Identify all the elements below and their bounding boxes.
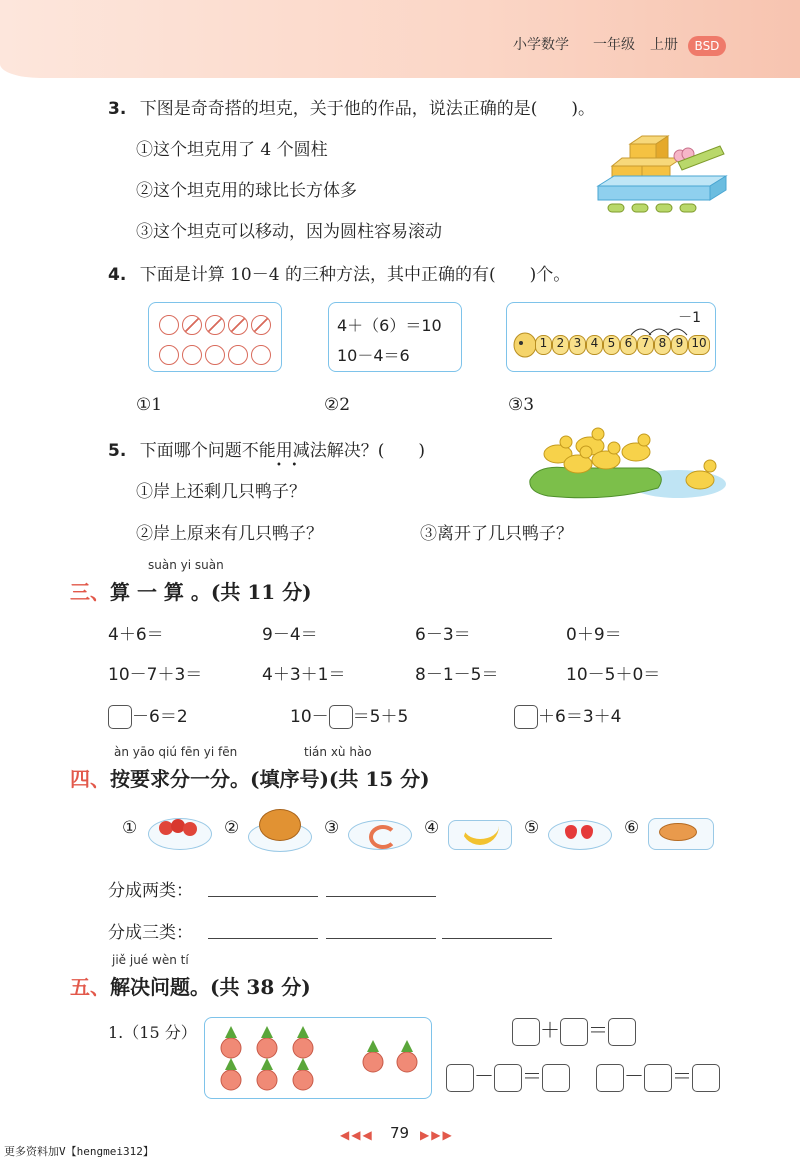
food-items-row [122,808,722,858]
q5-text: 下面哪个问题不能用减法解决？( ) [139,441,425,461]
section3-title: 算 一 算 。(共 11 分) [110,580,312,604]
section4-pinyin-2: tián xù hào [304,745,372,759]
calc-4: 0＋9＝ [566,625,622,645]
answer-box[interactable] [608,1018,636,1046]
calc-7: 8－1－5＝ [415,665,499,685]
calc-5: 10－7＋3＝ [108,665,203,685]
answer-line[interactable] [326,896,436,897]
answer-box[interactable] [329,705,353,729]
q4-method-2-box [328,302,462,372]
minus-sign: － [474,1064,494,1088]
number-segment: 4 [586,335,603,355]
q5-option-3: ③离开了几只鸭子？ [420,524,573,544]
calc-1: 4＋6＝ [108,625,164,645]
edition-badge: BSD [688,36,726,56]
crossed-circle-icon [251,315,271,335]
section3-number: 三、 [70,580,110,604]
roast-chicken-icon [248,822,312,852]
q1-label: 1.（15 分） [108,1023,197,1042]
two-groups-label: 分成两类： [108,881,193,901]
number-segment: 2 [552,335,569,355]
q4-method-3-label: －1 [678,310,701,326]
section5-heading [70,971,311,1000]
q4-number: 4. [108,265,127,285]
section3-heading [70,576,312,605]
watermark: 更多资料加V【hengmei312】 [4,1145,154,1158]
calc-10-pre: 10－ [290,707,329,727]
answer-box[interactable] [514,705,538,729]
apple-icon [148,818,212,850]
ducks-illustration [528,424,728,500]
circle-icon [251,345,271,365]
equals-sign: ＝ [522,1064,542,1088]
equation-1 [512,1014,636,1046]
calc-3: 6－3＝ [415,625,471,645]
answer-box[interactable] [692,1064,720,1092]
calc-10 [290,702,408,729]
food-label-6: ⑥ [624,818,640,838]
calc-10-post: ＝5＋5 [352,707,409,727]
answer-box[interactable] [644,1064,672,1092]
number-segment: 6 [620,335,637,355]
strawberry-icon [548,820,612,850]
circle-icon [159,315,179,335]
number-segment: 9 [671,335,688,355]
answer-box[interactable] [494,1064,522,1092]
calc-6: 4＋3＋1＝ [262,665,346,685]
q3-option-1: ①这个坦克用了 4 个圆柱 [136,140,328,160]
q4-option-1: ①1 [136,395,163,415]
calc-11 [514,702,621,729]
answer-line[interactable] [208,896,318,897]
page-number: 79 [390,1124,410,1142]
section4-number: 四、 [70,767,110,791]
radishes-box [204,1017,432,1099]
crossed-circle-icon [205,315,225,335]
answer-line[interactable] [326,938,436,939]
q4-text: 下面是计算 10－4 的三种方法，其中正确的有( )个。 [139,265,571,285]
food-label-1: ① [122,818,138,838]
section4-heading [70,763,430,792]
answer-box[interactable] [560,1018,588,1046]
header-banner [0,0,800,78]
q5-option-1: ①岸上还剩几只鸭子？ [136,482,306,502]
answer-box[interactable] [512,1018,540,1046]
fish-icon [648,818,714,850]
header-grade: 一年级 [593,37,635,53]
radish-icons [205,1018,431,1098]
q4-option-2: ②2 [324,395,351,415]
footer-right-arrows: ▶▶▶ [420,1128,454,1142]
answer-box[interactable] [108,705,132,729]
q4-method-3-box [506,302,716,372]
q4-method-2-line-2: 10－4＝6 [337,346,410,365]
circle-icon [182,345,202,365]
q3-text: 下图是奇奇搭的坦克，关于他的作品，说法正确的是( )。 [139,99,595,119]
section5-title: 解决问题。(共 38 分) [110,975,311,999]
shrimp-icon [348,820,412,850]
circle-icon [228,345,248,365]
plus-sign: ＋ [540,1018,560,1042]
food-label-4: ④ [424,818,440,838]
q5-stem [108,436,425,461]
number-segment: 3 [569,335,586,355]
number-segment: 1 [535,335,552,355]
answer-box[interactable] [596,1064,624,1092]
q3-number: 3. [108,99,127,119]
crossed-circle-icon [228,315,248,335]
tank-illustration [592,132,732,224]
calc-8: 10－5＋0＝ [566,665,661,685]
equation-2 [446,1060,570,1092]
header-volume: 上册 [650,37,678,53]
section4-pinyin-1: àn yāo qiú fēn yi fēn [114,745,238,759]
answer-line[interactable] [442,938,552,939]
section4-title: 按要求分一分。(填序号)(共 15 分) [110,767,430,791]
equals-sign: ＝ [672,1064,692,1088]
answer-line[interactable] [208,938,318,939]
caterpillar-numbers [535,335,710,355]
q4-method-1-box [148,302,282,372]
calc-11-text: ＋6＝3＋4 [538,707,622,727]
three-groups-label: 分成三类： [108,923,193,943]
answer-box[interactable] [542,1064,570,1092]
number-segment: 8 [654,335,671,355]
equals-sign: ＝ [588,1018,608,1042]
minus-sign: － [624,1064,644,1088]
circle-icon [159,345,179,365]
answer-box[interactable] [446,1064,474,1092]
q4-option-3: ③3 [508,395,535,415]
q3-stem [108,94,595,119]
q5-number: 5. [108,441,127,461]
calc-2: 9－4＝ [262,625,318,645]
food-label-2: ② [224,818,240,838]
emphasis-dots: • • [276,460,298,471]
crossed-circle-icon [182,315,202,335]
number-segment: 5 [603,335,620,355]
q3-option-2: ②这个坦克用的球比长方体多 [136,181,357,201]
circle-icon [205,345,225,365]
number-segment: 7 [637,335,654,355]
section5-number: 五、 [70,975,110,999]
calc-9 [108,702,188,729]
footer-left-arrows: ◀◀◀ [340,1128,374,1142]
q3-option-3: ③这个坦克可以移动，因为圆柱容易滚动 [136,222,442,242]
food-label-3: ③ [324,818,340,838]
section3-pinyin: suàn yi suàn [148,558,224,572]
food-label-5: ⑤ [524,818,540,838]
equation-3 [596,1060,720,1092]
crossed-circles-row [159,315,274,339]
calc-9-text: －6＝2 [132,707,188,727]
circles-row [159,345,274,369]
section5-pinyin: jiě jué wèn tí [112,953,189,967]
number-segment: 10 [688,335,710,355]
q4-stem [108,260,570,285]
banana-icon [448,820,512,850]
q5-option-2: ②岸上原来有几只鸭子？ [136,524,323,544]
header-subject: 小学数学 [513,37,569,53]
q4-method-2-line-1: 4＋（6）＝10 [337,316,442,335]
